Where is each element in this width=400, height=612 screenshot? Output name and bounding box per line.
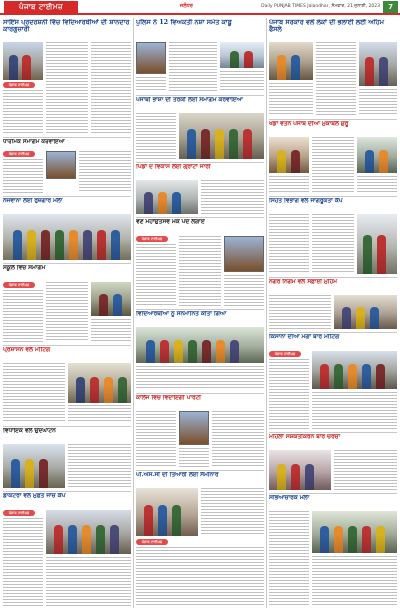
headline-10: ਪਿੰਡਾਂ ਦੇ ਵਿਕਾਸ ਲਈ ਗ੍ਰਾਂਟਾਂ ਜਾਰੀ: [136, 164, 211, 170]
article-text: [3, 90, 43, 134]
headline-16: ਖੇਡਾਂ ਵਤਨ ਪੰਜਾਬ ਦੀਆਂ ਮੁਕਾਬਲੇ ਸ਼ੁਰੂ: [269, 121, 349, 127]
headline-2: ਧਾਰਮਿਕ ਸਮਾਗਮ ਕਰਵਾਇਆ: [3, 139, 65, 145]
story-photo: [312, 511, 397, 553]
headline-12: ਵਿਦਿਆਰਥੀਆਂ ਨੂੰ ਸਨਮਾਨਿਤ ਕੀਤਾ ਗਿਆ: [136, 311, 227, 317]
headline-19: ਕਿਸਾਨਾਂ ਦੀਆਂ ਮੰਗਾਂ ਬਾਰੇ ਮੀਟਿੰਗ: [269, 334, 340, 340]
story-photo: [91, 282, 131, 316]
article-text: [46, 282, 88, 342]
story-photo: [269, 42, 313, 80]
byline: ਪੰਜਾਬ ਟਾਈਮਜ਼: [3, 151, 35, 157]
article-text: [316, 42, 356, 116]
article-text: [201, 488, 264, 536]
story-rule: [136, 309, 264, 310]
story-photo: [3, 42, 43, 80]
headline-9: ਪੰਜਾਬੀ ਭਾਸ਼ਾ ਦੀ ਤਰੱਕੀ ਲਈ ਸਮਾਗਮ ਕਰਵਾਇਆ: [136, 97, 243, 103]
story-rule: [136, 95, 264, 96]
story-photo: [136, 488, 198, 536]
story-photo: [220, 42, 264, 68]
article-text: [334, 450, 397, 490]
headline-5: ਪ੍ਰਸ਼ਾਸਨ ਵਲੋਂ ਮੀਟਿੰਗ: [3, 347, 51, 353]
article-text: [46, 42, 88, 134]
story-photo: [136, 180, 198, 214]
byline: ਪੰਜਾਬ ਟਾਈਮਜ਼: [3, 82, 35, 88]
headline-20: ਮਹਿਲਾ ਸਸ਼ਕਤੀਕਰਨ ਬਾਰੇ ਚਰਚਾ: [269, 434, 341, 440]
story-rule: [269, 277, 397, 278]
story-rule: [3, 345, 131, 346]
byline: ਪੰਜਾਬ ਟਾਈਮਜ਼: [269, 351, 301, 357]
portrait-photo: [46, 151, 76, 179]
page-number: 7: [383, 1, 398, 13]
article-text: [79, 151, 131, 193]
article-text: [212, 411, 264, 467]
story-photo: [359, 42, 397, 86]
headline-7: ਡਾਕਟਰਾਂ ਵਲੋਂ ਮੁਫ਼ਤ ਜਾਂਚ ਕੈਂਪ: [3, 493, 66, 499]
headline-18: ਨਗਰ ਨਿਗਮ ਵਲੋਂ ਸਫ਼ਾਈ ਮੁਹਿੰਮ: [269, 279, 337, 285]
article-text: [136, 547, 264, 606]
article-text: [179, 236, 221, 306]
story-rule: [136, 470, 264, 471]
portrait-photo: [224, 236, 264, 272]
article-text: [136, 113, 176, 159]
story-photo: [179, 113, 264, 159]
article-text: [136, 411, 176, 467]
headline-4: ਸਕੂਲ ਵਿੱਚ ਸਮਾਗਮ: [3, 265, 46, 271]
headline-11: ਵਣ ਮਹਾਂਉਤਸਵ ਮੌਕੇ ਪੌਦੇ ਲਗਾਏ: [136, 219, 205, 225]
story-rule: [269, 432, 397, 433]
story-photo: [3, 214, 131, 260]
article-text: [68, 405, 131, 423]
article-text: [269, 83, 313, 116]
article-text: [91, 42, 131, 134]
article-text: [312, 556, 397, 606]
headline-21: ਸਭਿਆਚਾਰਕ ਮੇਲਾ: [269, 495, 310, 501]
story-photo: [312, 351, 397, 389]
story-rule: [136, 393, 264, 394]
byline: ਪੰਜਾਬ ਟਾਈਮਜ਼: [3, 510, 35, 516]
story-rule: [3, 491, 131, 492]
article-text: [359, 89, 397, 116]
article-text: [136, 366, 264, 390]
article-text: [201, 180, 264, 214]
masthead: [0, 0, 400, 15]
article-text: [312, 392, 397, 429]
newspaper-logo: ਪੰਜਾਬ ਟਾਈਮਜ਼: [4, 1, 78, 13]
article-text: [91, 319, 131, 342]
byline: ਪੰਜਾਬ ਟਾਈਮਜ਼: [136, 236, 168, 242]
story-photo: [3, 444, 65, 488]
headline-17: ਸਿਹਤ ਵਿਭਾਗ ਵਲੋਂ ਜਾਗਰੂਕਤਾ ਕੈਂਪ: [269, 198, 343, 204]
column-rule: [133, 18, 134, 608]
story-rule: [3, 263, 131, 264]
article-text: [136, 244, 176, 306]
story-rule: [269, 196, 397, 197]
dateline: Daily PUNJAB TIMES Jalandhar, ਸੋਮਵਾਰ, 21 ਜੁਲਾਈ, 2023: [261, 4, 380, 9]
headline-8: ਪੁਲਿਸ ਨੇ 12 ਵਿਅਕਤੀ ਨਸ਼ਾ ਸਮੇਤ ਕਾਬੂ: [136, 19, 232, 26]
story-photo: [357, 214, 397, 274]
headline-3: ਨੌਜਵਾਨਾਂ ਲਈ ਰੁਜ਼ਗਾਰ ਮੇਲਾ: [3, 198, 63, 204]
article-text: [269, 295, 331, 329]
article-text: [269, 511, 309, 606]
story-photo: [136, 327, 264, 363]
story-rule: [269, 493, 397, 494]
story-rule: [136, 217, 264, 218]
story-rule: [136, 162, 264, 163]
article-text: [3, 290, 43, 342]
story-rule: [269, 119, 397, 120]
article-text: [68, 444, 131, 488]
story-photo: [269, 137, 309, 173]
article-text: [224, 275, 264, 306]
article-text: [269, 359, 309, 429]
headline-6: ਵਿਧਾਇਕ ਵਲੋਂ ਉਦਘਾਟਨ: [3, 428, 56, 434]
article-text: [46, 557, 131, 606]
byline: ਪੰਜਾਬ ਟਾਈਮਜ਼: [3, 282, 35, 288]
article-text: [312, 214, 354, 274]
headline-13: ਕਾਲਜ ਵਿੱਚ ਵਿਦਾਇਗੀ ਪਾਰਟੀ: [136, 395, 202, 401]
article-text: [136, 77, 166, 92]
story-rule: [3, 196, 131, 197]
headline-14: ਪੀ.ਐਸ.ਸੀ ਦੀ ਤਿਆਰੀ ਲਈ ਸੈਮੀਨਾਰ: [136, 472, 219, 478]
story-photo: [46, 510, 131, 554]
story-rule: [3, 137, 131, 138]
article-text: [312, 137, 354, 193]
article-text: [269, 214, 309, 274]
portrait-photo: [179, 411, 209, 445]
portrait-photo: [136, 42, 166, 74]
article-text: [179, 448, 209, 467]
story-rule: [3, 426, 131, 427]
section-name: ਜਲੰਧਰ: [180, 3, 193, 9]
article-text: [357, 176, 397, 193]
headline-15: ਪੰਜਾਬ ਸਰਕਾਰ ਵਲੋਂ ਲੋਕਾਂ ਦੀ ਭਲਾਈ ਲਈ ਅਹਿਮ ਫੈਸਲੇ: [269, 19, 384, 34]
story-photo: [269, 450, 331, 490]
article-text: [220, 71, 264, 92]
article-text: [3, 159, 43, 193]
article-text: [3, 518, 43, 606]
article-text: [3, 363, 65, 423]
story-photo: [334, 295, 397, 329]
article-text: [169, 42, 217, 92]
headline-1: ਸਾਇੰਸ ਪ੍ਰਦਰਸ਼ਨੀ ਵਿੱਚ ਵਿਦਿਆਰਥੀਆਂ ਦੀ ਸ਼ਾਨਦਾਰ ਕਾਰਗੁਜ਼ਾਰੀ: [3, 19, 130, 34]
article-text: [269, 176, 309, 193]
column-rule: [266, 18, 267, 608]
byline: ਪੰਜਾਬ ਟਾਈਮਜ਼: [136, 539, 168, 545]
story-rule: [269, 332, 397, 333]
story-photo: [68, 363, 131, 403]
story-photo: [357, 137, 397, 173]
